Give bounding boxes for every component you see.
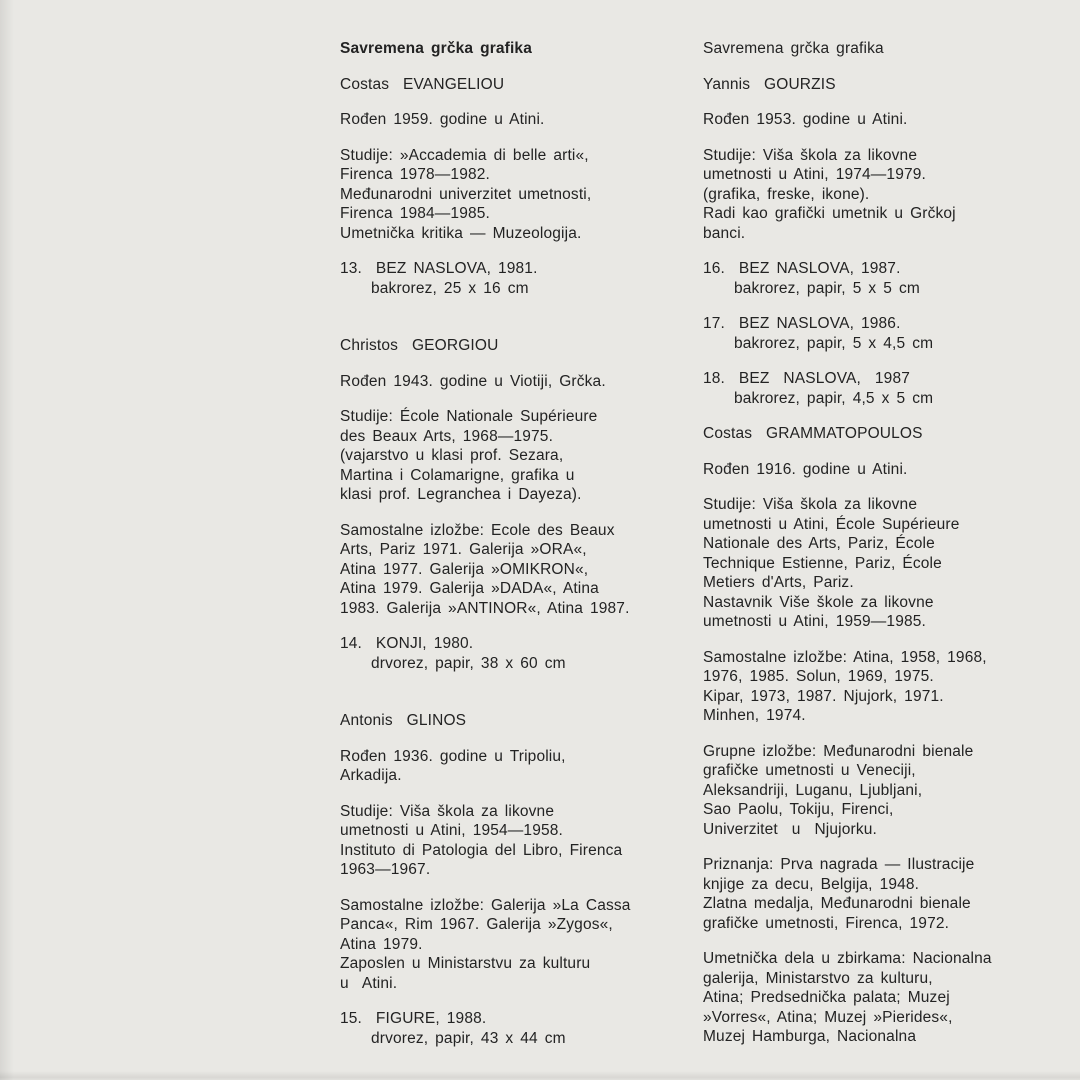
text-line: grafičke umetnosti u Veneciji, bbox=[703, 762, 916, 779]
catalog-entry bbox=[703, 369, 1048, 408]
text-line: 15. FIGURE, 1988. bbox=[340, 1010, 487, 1027]
text-line: Technique Estienne, Pariz, École bbox=[703, 554, 942, 572]
section-title bbox=[340, 39, 690, 59]
paragraph bbox=[703, 742, 1048, 840]
text-line: Atina; Predsednička palata; Muzej bbox=[703, 989, 950, 1006]
text-line: Priznanja: Prva nagrada — Ilustracije bbox=[703, 856, 975, 873]
paragraph bbox=[703, 855, 1048, 933]
text-line: Sao Paolu, Tokiju, Firenci, bbox=[703, 801, 894, 818]
text-line: Rođen 1943. godine u Viotiji, Grčka. bbox=[340, 372, 606, 390]
paragraph bbox=[703, 110, 1048, 130]
paragraph bbox=[340, 146, 690, 244]
text-line: 1983. Galerija »ANTINOR«, Atina 1987. bbox=[340, 599, 630, 617]
text-line: Atina 1979. bbox=[340, 935, 423, 953]
catalog-entry bbox=[340, 634, 690, 673]
text-line: Samostalne izložbe: Galerija »La Cassa bbox=[340, 896, 631, 914]
text-line: Studije: »Accademia di belle arti«, bbox=[340, 146, 589, 164]
text-line: Međunarodni univerzitet umetnosti, bbox=[340, 185, 592, 203]
catalog-entry bbox=[703, 314, 1048, 353]
text-line: Samostalne izložbe: Atina, 1958, 1968, bbox=[703, 648, 987, 666]
text-line: Univerzitet u Njujorku. bbox=[703, 820, 877, 838]
text-line: umetnosti u Atini, 1959—1985. bbox=[703, 613, 926, 630]
text-line: bakrorez, papir, 4,5 x 5 cm bbox=[734, 389, 934, 407]
text-line: bakrorez, papir, 5 x 5 cm bbox=[734, 279, 920, 297]
paragraph bbox=[340, 521, 690, 619]
text-line: umetnosti u Atini, 1954—1958. bbox=[340, 822, 563, 839]
text-line: Zaposlen u Ministarstvu za kulturu bbox=[340, 955, 591, 972]
text-line: »Vorres«, Atina; Muzej »Pierides«, bbox=[703, 1008, 953, 1026]
text-line: Costas EVANGELIOU bbox=[340, 75, 505, 93]
paragraph bbox=[340, 407, 690, 505]
text-line: Nationale des Arts, Pariz, École bbox=[703, 535, 935, 552]
text-line: Umetnička dela u zbirkama: Nacionalna bbox=[703, 950, 992, 967]
paragraph bbox=[703, 648, 1048, 726]
catalog-entry bbox=[340, 1009, 690, 1048]
text-line: Firenca 1978—1982. bbox=[340, 166, 490, 183]
paragraph bbox=[340, 110, 690, 130]
text-line: Grupne izložbe: Međunarodni bienale bbox=[703, 742, 974, 760]
text-line: 17. BEZ NASLOVA, 1986. bbox=[703, 315, 901, 332]
text-line: Antonis GLINOS bbox=[340, 712, 467, 729]
text-line: Rođen 1916. godine u Atini. bbox=[703, 460, 908, 478]
text-line: Umetnička kritika — Muzeologija. bbox=[340, 224, 582, 242]
artist-name bbox=[340, 75, 690, 95]
text-line: 13. BEZ NASLOVA, 1981. bbox=[340, 260, 538, 277]
text-line: Savremena grčka grafika bbox=[340, 40, 532, 57]
text-line: Samostalne izložbe: Ecole des Beaux bbox=[340, 521, 615, 539]
paragraph bbox=[340, 896, 690, 994]
text-line: 1963—1967. bbox=[340, 861, 431, 878]
text-line: Muzej Hamburga, Nacionalna bbox=[703, 1028, 917, 1045]
artist-name bbox=[340, 336, 690, 356]
text-line: Studije: Viša škola za likovne bbox=[703, 146, 918, 164]
left-column bbox=[340, 39, 690, 1048]
text-line: banci. bbox=[703, 224, 746, 242]
text-line: Instituto di Patologia del Libro, Firenca bbox=[340, 841, 623, 859]
text-line: Atina 1979. Galerija »DADA«, Atina bbox=[340, 580, 599, 597]
paragraph bbox=[703, 146, 1048, 244]
text-line: (vajarstvo u klasi prof. Sezara, bbox=[340, 447, 564, 464]
text-line: Zlatna medalja, Međunarodni bienale bbox=[703, 895, 971, 912]
text-line: drvorez, papir, 43 x 44 cm bbox=[371, 1029, 566, 1047]
paragraph bbox=[340, 747, 690, 786]
text-line: u Atini. bbox=[340, 974, 398, 992]
text-line: Christos GEORGIOU bbox=[340, 337, 499, 354]
text-line: Aleksandriji, Luganu, Ljubljani, bbox=[703, 781, 923, 799]
catalog-entry bbox=[703, 259, 1048, 298]
text-line: 18. BEZ NASLOVA, 1987 bbox=[703, 370, 910, 387]
text-line: knjige za decu, Belgija, 1948. bbox=[703, 875, 920, 893]
text-line: (grafika, freske, ikone). bbox=[703, 185, 870, 203]
text-line: Rođen 1936. godine u Tripoliu, bbox=[340, 747, 566, 765]
text-line: Studije: Viša škola za likovne bbox=[340, 802, 555, 820]
text-line: 1976, 1985. Solun, 1969, 1975. bbox=[703, 668, 934, 685]
text-line: des Beaux Arts, 1968—1975. bbox=[340, 427, 554, 445]
text-line: Rođen 1959. godine u Atini. bbox=[340, 111, 545, 128]
text-line: Metiers d'Arts, Pariz. bbox=[703, 574, 854, 591]
paragraph bbox=[340, 372, 690, 392]
text-line: Atina 1977. Galerija »OMIKRON«, bbox=[340, 560, 589, 578]
text-line: Savremena grčka grafika bbox=[703, 40, 884, 57]
paragraph bbox=[703, 460, 1048, 480]
text-line: Arkadija. bbox=[340, 767, 402, 784]
text-line: Minhen, 1974. bbox=[703, 707, 806, 724]
artist-name bbox=[340, 711, 690, 731]
text-line: Martina i Colamarigne, grafika u bbox=[340, 466, 575, 484]
paragraph bbox=[703, 495, 1048, 632]
text-line: Costas GRAMMATOPOULOS bbox=[703, 425, 923, 442]
artist-name bbox=[703, 75, 1048, 95]
section-title bbox=[703, 39, 1048, 59]
text-line: galerija, Ministarstvo za kulturu, bbox=[703, 969, 933, 987]
text-line: Nastavnik Više škole za likovne bbox=[703, 593, 934, 611]
text-line: Rođen 1953. godine u Atini. bbox=[703, 111, 908, 128]
text-line: Studije: Viša škola za likovne bbox=[703, 496, 918, 513]
text-line: 16. BEZ NASLOVA, 1987. bbox=[703, 260, 901, 277]
text-line: umetnosti u Atini, École Supérieure bbox=[703, 515, 960, 533]
text-line: drvorez, papir, 38 x 60 cm bbox=[371, 654, 566, 672]
paragraph bbox=[703, 949, 1048, 1047]
paragraph bbox=[340, 802, 690, 880]
right-column bbox=[703, 39, 1048, 1047]
text-line: Yannis GOURZIS bbox=[703, 75, 836, 93]
catalog-entry bbox=[340, 259, 690, 298]
text-line: Kipar, 1973, 1987. Njujork, 1971. bbox=[703, 687, 944, 705]
text-line: Arts, Pariz 1971. Galerija »ORA«, bbox=[340, 541, 587, 558]
text-line: 14. KONJI, 1980. bbox=[340, 635, 474, 652]
text-line: grafičke umetnosti, Firenca, 1972. bbox=[703, 914, 950, 932]
text-line: bakrorez, papir, 5 x 4,5 cm bbox=[734, 334, 934, 352]
artist-name bbox=[703, 424, 1048, 444]
text-line: Studije: École Nationale Supérieure bbox=[340, 408, 598, 425]
text-line: bakrorez, 25 x 16 cm bbox=[371, 279, 529, 297]
text-line: Radi kao grafički umetnik u Grčkoj bbox=[703, 205, 956, 222]
text-line: klasi prof. Legranchea i Dayeza). bbox=[340, 486, 582, 503]
text-line: Panca«, Rim 1967. Galerija »Zygos«, bbox=[340, 916, 613, 933]
text-line: umetnosti u Atini, 1974—1979. bbox=[703, 166, 926, 183]
text-line: Firenca 1984—1985. bbox=[340, 205, 490, 222]
